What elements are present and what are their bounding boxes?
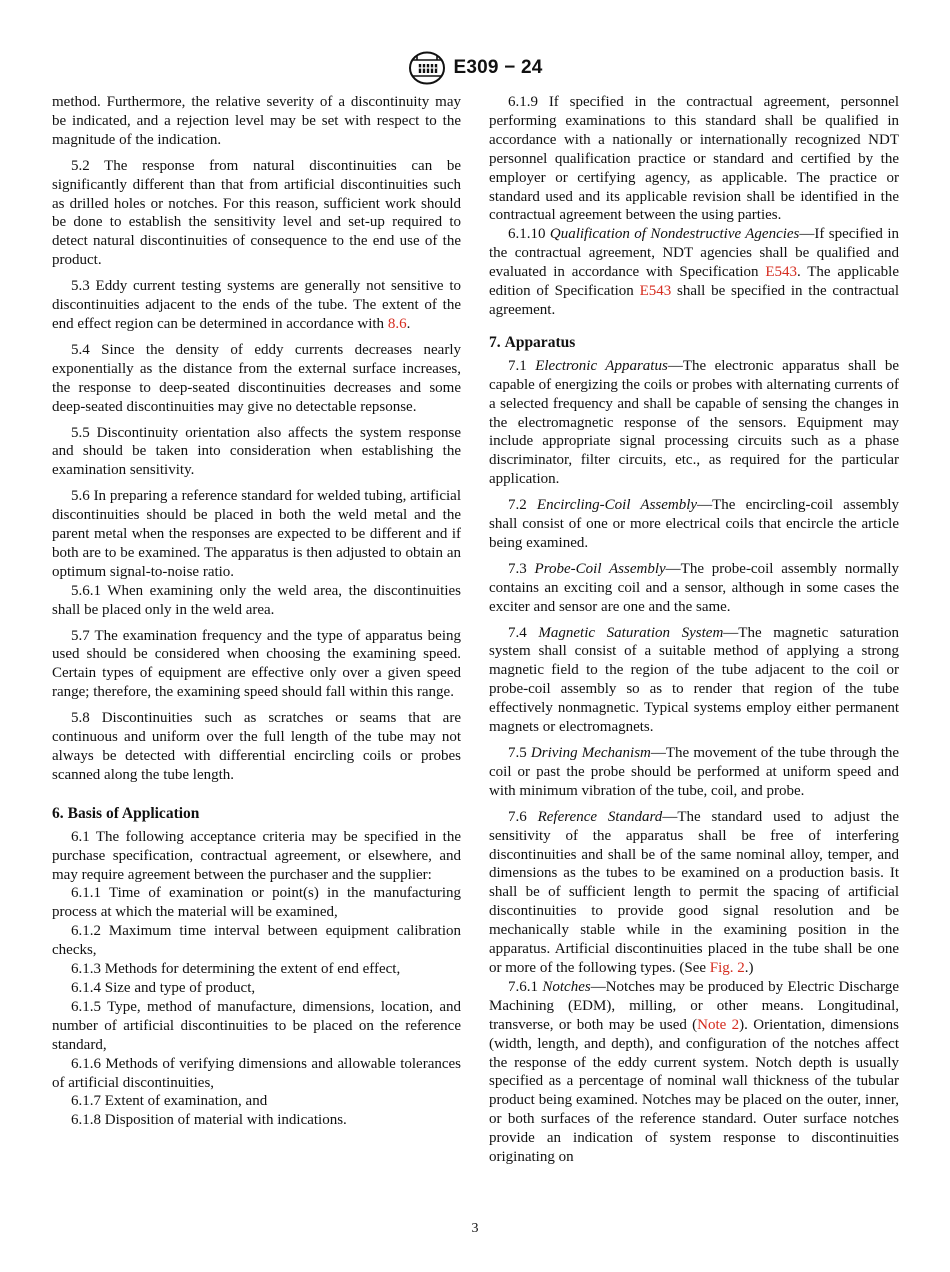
paragraph-5-3-text: 5.3 Eddy current testing systems are generally not sensitive to discontinuities adjacent to the ends of the tube. The extent of the end effect region can be determined in accordance with	[52, 278, 461, 332]
paragraph-7-6-number: 7.6	[508, 808, 538, 825]
paragraph-7-6-text: —The standard used to adjust the sensitivity of the apparatus shall be free of interfering discontinuities and shall be of the same nominal alloy, temper, and dimensions as the tubes to be examined on a production basis. It shall be of sufficient length to permit the spacing of artificial discontinuities to provide good signal resolution and be mechanically stable while in the examining position in the apparatus. Artificial discontinuities placed in the tube shall be one or more of the following types. (See	[489, 808, 899, 976]
paragraph-7-2-number: 7.2	[508, 497, 537, 514]
paragraph-7-6-end: .)	[744, 959, 754, 976]
section-8-6-link[interactable]: 8.6	[387, 315, 407, 332]
left-column	[52, 93, 461, 1130]
paragraph-7-5-number: 7.5	[508, 745, 531, 761]
astm-logo-icon	[408, 51, 446, 85]
paragraph-7-1-text: —The electronic apparatus shall be capable of energizing the coils or probes with alternating currents of a selected frequency and shall be capable of sensing the changes in the electromagnetic response of the sensors. Equipment may include appropriate signal processing circuits such as a phase discriminator, filter circuits, etc., as required for the particular application.	[489, 357, 900, 488]
paragraph-6-1-4: 6.1.4 Size and type of product,	[71, 979, 256, 996]
paragraph-7-6-title: Reference Standard	[537, 808, 663, 825]
e543-link-2[interactable]: E543	[639, 283, 672, 300]
section-6-heading	[52, 805, 461, 824]
paragraph-7-6	[489, 808, 899, 978]
paragraph-7-3-number: 7.3	[508, 560, 535, 577]
paragraph-6-1-10	[489, 225, 899, 320]
paragraph-continuation: method. Furthermore, the relative severity of a discontinuity may be indicated, and a rejection level may be set with respect to the magnitude of the indication.	[52, 94, 461, 148]
right-column	[489, 93, 899, 1167]
paragraph-7-5-text: —The movement of the tube through the coil or past the probe should be performed at uniform speed and with minimum vibration of the tube, coil, and probe.	[489, 745, 900, 799]
paragraph-7-3	[489, 560, 899, 617]
section-7-heading	[489, 334, 899, 353]
document-id: E309 − 24	[453, 57, 543, 78]
paragraph-7-4-text: —The magnetic saturation system shall consist of a suitable method of applying a strong magnetic field to the region of the tube adjacent to the coil or probe-coil assembly so as to render that region of the tube effectively nonmagnetic. Typical systems employ either permanent magnets or electromagnets.	[489, 624, 900, 736]
paragraph-6-1-7: 6.1.7 Extent of examination, and	[71, 1093, 268, 1110]
paragraph-7-4-title: Magnetic Saturation System	[538, 624, 724, 641]
paragraph-7-5-title: Driving Mechanism	[530, 745, 651, 761]
paragraph-6-1-1: 6.1.1 Time of examination or point(s) in the manufacturing process at which the material will be examined,	[52, 885, 461, 921]
paragraph-7-6-1-text: —Notches may be produced by Electric Discharge Machining (EDM), milling, or other means. Longitudinal, transverse, or both may be used (	[489, 978, 900, 1033]
paragraph-6-1-2: 6.1.2 Maximum time interval between equipment calibration checks,	[52, 923, 461, 959]
fig-2-link[interactable]: Fig. 2	[709, 959, 745, 976]
paragraph-7-6-1-text-2: ). Orientation, dimensions (width, length, and depth), and configuration of the notches affect the response of the eddy current system. Notch depth is usually specified as a percentage of nominal wall thickness of the tubular product being examined. Notches may be placed on the outer, inner, or both surfaces of the reference standard. Outer surface notches provide an indication of system response to discontinuities originating on	[489, 1016, 899, 1166]
paragraph-7-1-number: 7.1	[508, 357, 536, 374]
paragraph-7-3-text: —The probe-coil assembly normally contains an exciting coil and a sensor, although in some cases the exciter and sensor are one and the same.	[489, 560, 899, 615]
paragraph-6-1-10-title: Qualification of Nondestructive Agencies	[549, 226, 800, 243]
paragraph-6-1-8: 6.1.8 Disposition of material with indications.	[71, 1112, 347, 1129]
paragraph-5-3	[52, 277, 461, 334]
paragraph-7-2-title: Encircling-Coil Assembly	[536, 497, 698, 514]
paragraph-7-4-number: 7.4	[508, 624, 539, 641]
paragraph-6-1-10-text-3: shall be specified in the contractual agreement.	[489, 283, 900, 318]
paragraph-6-1-10-text: —If specified in the contractual agreement, NDT agencies shall be qualified and evaluated in accordance with Specification	[489, 226, 899, 281]
section-7-number: 7.	[489, 333, 501, 351]
paragraph-6-1-9: 6.1.9 If specified in the contractual agreement, personnel performing examinations to this standard shall be qualified in accordance with a nationally or internationally recognized NDT personnel qualification practice or standard and certified by the employer or certifying agency, as applicable. The practice or standard used and its applicable revision shall be identified in the contractual agreement between the using parties.	[489, 94, 899, 224]
paragraph-5-8: 5.8 Discontinuities such as scratches or seams that are continuous and uniform over the full length of the tube may not always be detected with differential encircling coils or probes scanned along the tube length.	[52, 710, 461, 783]
note-2-link[interactable]: Note 2	[697, 1016, 740, 1033]
paragraph-5-5: 5.5 Discontinuity orientation also affects the system response and should be taken into consideration when establishing the examination sensitivity.	[52, 424, 461, 479]
paragraph-7-2-text: —The encircling-coil assembly shall consist of one or more electrical coils that encircle the article being examined.	[489, 497, 900, 551]
paragraph-7-5	[489, 744, 899, 801]
paragraph-7-6-1-number: 7.6.1	[508, 978, 543, 995]
paragraph-6-1-3: 6.1.3 Methods for determining the extent of end effect,	[71, 961, 401, 978]
paragraph-6-1-10-number: 6.1.10	[508, 226, 550, 243]
paragraph-5-7: 5.7 The examination frequency and the type of apparatus being used should be considered when choosing the examining speed. Certain types of equipment are effective only over a given speed range; therefore, the examining speed should fall within this range.	[52, 627, 461, 701]
page-header	[0, 50, 950, 86]
paragraph-5-6-1: 5.6.1 When examining only the weld area, the discontinuities shall be placed only in the weld area.	[52, 582, 461, 618]
paragraph-7-2	[489, 496, 899, 553]
paragraph-6-1-10-text-2: . The applicable edition of Specification	[489, 264, 899, 300]
paragraph-7-1-title: Electronic Apparatus	[535, 357, 668, 374]
section-7-title: Apparatus	[504, 333, 576, 351]
section-6-number: 6.	[52, 804, 64, 822]
paragraph-5-2: 5.2 The response from natural discontinuities can be significantly different than that from artificial discontinuities such as drilled holes or notches. For this reason, sufficient work should be done to establish the sensitivity level and set-up required to detect natural discontinuities of consequence to the end use of the product.	[52, 157, 461, 269]
paragraph-5-3-end: .	[406, 315, 411, 332]
paragraph-6-1: 6.1 The following acceptance criteria may be specified in the purchase specification, contractual agreement, or elsewhere, and may require agreement between the purchaser and the supplier:	[52, 828, 461, 883]
paragraph-7-3-title: Probe-Coil Assembly	[534, 560, 666, 577]
paragraph-6-1-5: 6.1.5 Type, method of manufacture, dimensions, location, and number of artificial discontinuities to be placed on the reference standard,	[52, 998, 461, 1053]
paragraph-7-6-1-title: Notches	[542, 978, 591, 995]
paragraph-6-1-6: 6.1.6 Methods of verifying dimensions and allowable tolerances of artificial discontinuities,	[52, 1055, 461, 1091]
section-6-title: Basis of Application	[67, 804, 200, 822]
e543-link[interactable]: E543	[765, 264, 797, 281]
paragraph-5-4: 5.4 Since the density of eddy currents decreases nearly exponentially as the distance from the external surface increases, the response to deep-seated discontinuities decreases and some deep-seated discontinuities may give no detectable repsonse.	[52, 341, 461, 415]
paragraph-5-6: 5.6 In preparing a reference standard for welded tubing, artificial discontinuities should be placed in both the weld metal and the parent metal when the responses are expected to be different and if both are to be examined. The apparatus is then adjusted to obtain an optimum signal-to-noise ratio.	[52, 488, 461, 580]
paragraph-7-1	[489, 357, 899, 489]
page-number: 3	[471, 1221, 479, 1236]
paragraph-7-4	[489, 624, 899, 737]
paragraph-7-6-1	[489, 978, 899, 1167]
